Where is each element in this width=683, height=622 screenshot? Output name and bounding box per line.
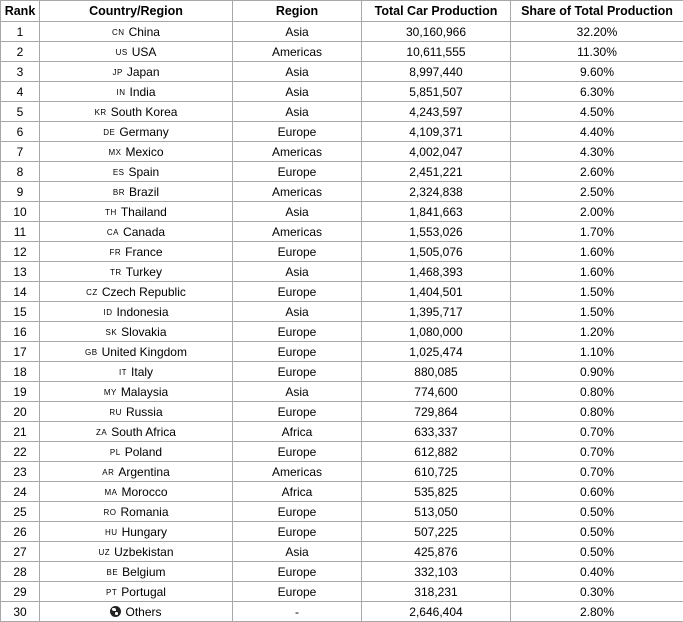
cell-share: 0.30% [511,582,683,602]
cell-country [40,482,233,502]
cell-rank: 26 [1,522,40,542]
table-row [1,382,683,402]
cell-country [40,442,233,462]
country-name: Malaysia [121,385,168,399]
cell-country [40,122,233,142]
cell-country [40,562,233,582]
country-name: China [129,25,160,39]
cell-rank: 25 [1,502,40,522]
country-code: PL [110,448,121,457]
country-code: ES [113,168,125,177]
country-name: Germany [119,125,168,139]
table-row [1,42,683,62]
cell-country [40,542,233,562]
cell-country [40,82,233,102]
cell-region: Asia [233,22,362,42]
cell-region: Americas [233,142,362,162]
table-row [1,582,683,602]
country-code: MA [104,488,117,497]
country-code: MY [104,388,117,397]
cell-region: Asia [233,102,362,122]
country-name: Morocco [121,485,167,499]
country-name: United Kingdom [102,345,187,359]
table-row [1,362,683,382]
cell-share: 0.90% [511,362,683,382]
cell-rank: 3 [1,62,40,82]
cell-share: 0.70% [511,442,683,462]
cell-rank: 19 [1,382,40,402]
cell-rank: 27 [1,542,40,562]
country-name: Uzbekistan [114,545,173,559]
country-name: Romania [120,505,168,519]
cell-share: 2.00% [511,202,683,222]
cell-share: 4.50% [511,102,683,122]
country-name: France [125,245,162,259]
cell-country [40,282,233,302]
cell-share: 0.50% [511,522,683,542]
country-name: Czech Republic [102,285,186,299]
cell-region: Asia [233,62,362,82]
table-row [1,82,683,102]
table-row [1,602,683,622]
table-header-row [1,1,683,22]
cell-rank: 5 [1,102,40,122]
table-row [1,242,683,262]
cell-production: 2,324,838 [362,182,511,202]
cell-production: 1,468,393 [362,262,511,282]
cell-country [40,242,233,262]
cell-share: 2.60% [511,162,683,182]
cell-share: 1.50% [511,282,683,302]
cell-production: 1,080,000 [362,322,511,342]
country-name: India [129,85,155,99]
cell-region: Europe [233,562,362,582]
cell-rank: 23 [1,462,40,482]
cell-production: 1,025,474 [362,342,511,362]
cell-production: 1,841,663 [362,202,511,222]
cell-share: 11.30% [511,42,683,62]
cell-country [40,422,233,442]
cell-rank: 10 [1,202,40,222]
cell-region: Asia [233,302,362,322]
cell-region: Europe [233,242,362,262]
cell-share: 0.60% [511,482,683,502]
table-row [1,402,683,422]
cell-country [40,202,233,222]
cell-country [40,102,233,122]
cell-production: 4,243,597 [362,102,511,122]
country-name: Turkey [126,265,162,279]
cell-production: 425,876 [362,542,511,562]
cell-country [40,302,233,322]
cell-country [40,162,233,182]
cell-share: 9.60% [511,62,683,82]
country-code: PT [106,588,117,597]
cell-rank: 11 [1,222,40,242]
cell-region: Asia [233,82,362,102]
cell-production: 612,882 [362,442,511,462]
country-name: Others [125,605,161,619]
country-code: ID [103,308,112,317]
table-row [1,262,683,282]
cell-region: Asia [233,542,362,562]
cell-share: 6.30% [511,82,683,102]
country-name: USA [132,45,157,59]
cell-country [40,222,233,242]
cell-production: 332,103 [362,562,511,582]
globe-icon [110,606,121,617]
table-row [1,322,683,342]
cell-rank: 14 [1,282,40,302]
country-code: IT [119,368,127,377]
cell-production: 880,085 [362,362,511,382]
country-code: BR [113,188,125,197]
table-row [1,122,683,142]
cell-production: 10,611,555 [362,42,511,62]
cell-share: 1.20% [511,322,683,342]
cell-production: 318,231 [362,582,511,602]
table-row [1,222,683,242]
cell-rank: 7 [1,142,40,162]
cell-share: 1.60% [511,262,683,282]
cell-region: Asia [233,262,362,282]
country-code: KR [95,108,107,117]
cell-country [40,322,233,342]
cell-share: 1.50% [511,302,683,322]
cell-share: 32.20% [511,22,683,42]
cell-country [40,502,233,522]
country-name: Russia [126,405,163,419]
cell-production: 535,825 [362,482,511,502]
cell-production: 513,050 [362,502,511,522]
cell-country [40,522,233,542]
table-row [1,282,683,302]
country-name: Indonesia [116,305,168,319]
country-code: GB [85,348,98,357]
country-name: Slovakia [121,325,166,339]
cell-rank: 29 [1,582,40,602]
country-code: HU [105,528,118,537]
cell-production: 4,002,047 [362,142,511,162]
header-country: Country/Region [40,1,233,22]
cell-region: Africa [233,482,362,502]
cell-production: 8,997,440 [362,62,511,82]
cell-country [40,602,233,622]
cell-region: Asia [233,382,362,402]
cell-share: 1.10% [511,342,683,362]
cell-share: 0.80% [511,382,683,402]
cell-production: 633,337 [362,422,511,442]
country-code: RU [109,408,122,417]
cell-share: 0.50% [511,502,683,522]
table-row [1,502,683,522]
cell-country [40,42,233,62]
cell-region: Europe [233,122,362,142]
cell-country [40,462,233,482]
cell-rank: 22 [1,442,40,462]
cell-production: 5,851,507 [362,82,511,102]
country-code: FR [109,248,121,257]
header-share: Share of Total Production [511,1,683,22]
cell-rank: 12 [1,242,40,262]
cell-region: Europe [233,442,362,462]
country-name: Canada [123,225,165,239]
country-code: TR [110,268,122,277]
cell-region: Americas [233,222,362,242]
cell-rank: 13 [1,262,40,282]
country-name: Thailand [121,205,167,219]
cell-share: 1.60% [511,242,683,262]
cell-share: 4.40% [511,122,683,142]
country-name: Belgium [122,565,165,579]
cell-share: 0.70% [511,462,683,482]
cell-production: 774,600 [362,382,511,402]
table-row [1,542,683,562]
cell-country [40,262,233,282]
country-code: CA [107,228,119,237]
country-name: Portugal [121,585,166,599]
cell-rank: 21 [1,422,40,442]
table-row [1,142,683,162]
cell-rank: 2 [1,42,40,62]
country-name: Hungary [122,525,167,539]
cell-country [40,382,233,402]
country-name: Brazil [129,185,159,199]
cell-rank: 9 [1,182,40,202]
cell-region: Americas [233,42,362,62]
cell-country [40,22,233,42]
table-row [1,462,683,482]
cell-country [40,62,233,82]
table-row [1,562,683,582]
country-name: Italy [131,365,153,379]
cell-production: 1,395,717 [362,302,511,322]
cell-region: Europe [233,342,362,362]
country-code: IN [116,88,125,97]
cell-region: Americas [233,182,362,202]
cell-region: Europe [233,282,362,302]
country-code: BE [106,568,118,577]
cell-share: 0.40% [511,562,683,582]
cell-rank: 20 [1,402,40,422]
country-name: Poland [125,445,162,459]
cell-region: Europe [233,362,362,382]
country-name: South Korea [111,105,178,119]
cell-country [40,362,233,382]
cell-rank: 8 [1,162,40,182]
country-code: JP [112,68,122,77]
cell-region: Europe [233,402,362,422]
cell-production: 2,451,221 [362,162,511,182]
cell-country [40,142,233,162]
cell-region: - [233,602,362,622]
cell-rank: 16 [1,322,40,342]
cell-rank: 24 [1,482,40,502]
cell-country [40,342,233,362]
cell-region: Americas [233,462,362,482]
cell-region: Africa [233,422,362,442]
country-name: Japan [127,65,160,79]
cell-share: 1.70% [511,222,683,242]
table-body [1,22,683,622]
table-row [1,342,683,362]
cell-rank: 1 [1,22,40,42]
country-code: ZA [96,428,107,437]
cell-region: Europe [233,502,362,522]
cell-share: 0.80% [511,402,683,422]
cell-share: 0.50% [511,542,683,562]
cell-rank: 28 [1,562,40,582]
header-rank: Rank [1,1,40,22]
country-name: Argentina [118,465,169,479]
cell-country [40,582,233,602]
cell-region: Europe [233,322,362,342]
country-code: CN [112,28,125,37]
cell-rank: 18 [1,362,40,382]
cell-production: 30,160,966 [362,22,511,42]
table-row [1,422,683,442]
cell-rank: 4 [1,82,40,102]
cell-production: 1,553,026 [362,222,511,242]
table-row [1,482,683,502]
country-name: Mexico [125,145,163,159]
cell-production: 610,725 [362,462,511,482]
cell-share: 2.80% [511,602,683,622]
cell-production: 4,109,371 [362,122,511,142]
table-row [1,522,683,542]
table-row [1,102,683,122]
country-code: CZ [86,288,98,297]
cell-production: 1,404,501 [362,282,511,302]
table-row [1,22,683,42]
cell-production: 507,225 [362,522,511,542]
country-code: US [116,48,128,57]
cell-region: Europe [233,582,362,602]
cell-rank: 17 [1,342,40,362]
table-row [1,182,683,202]
cell-region: Asia [233,202,362,222]
cell-share: 2.50% [511,182,683,202]
country-code: AR [102,468,114,477]
cell-country [40,182,233,202]
table-row [1,442,683,462]
cell-region: Europe [233,522,362,542]
cell-production: 729,864 [362,402,511,422]
cell-production: 1,505,076 [362,242,511,262]
table-row [1,302,683,322]
country-name: South Africa [111,425,176,439]
cell-rank: 6 [1,122,40,142]
country-code: RO [103,508,116,517]
cell-country [40,402,233,422]
country-code: UZ [98,548,110,557]
country-code: MX [108,148,121,157]
country-code: SK [105,328,117,337]
country-code: DE [103,128,115,137]
header-region: Region [233,1,362,22]
header-production: Total Car Production [362,1,511,22]
cell-production: 2,646,404 [362,602,511,622]
country-name: Spain [128,165,159,179]
table-row [1,62,683,82]
table-row [1,202,683,222]
table-row [1,162,683,182]
cell-region: Europe [233,162,362,182]
cell-share: 0.70% [511,422,683,442]
cell-share: 4.30% [511,142,683,162]
country-code: TH [105,208,117,217]
cell-rank: 15 [1,302,40,322]
cell-rank: 30 [1,602,40,622]
